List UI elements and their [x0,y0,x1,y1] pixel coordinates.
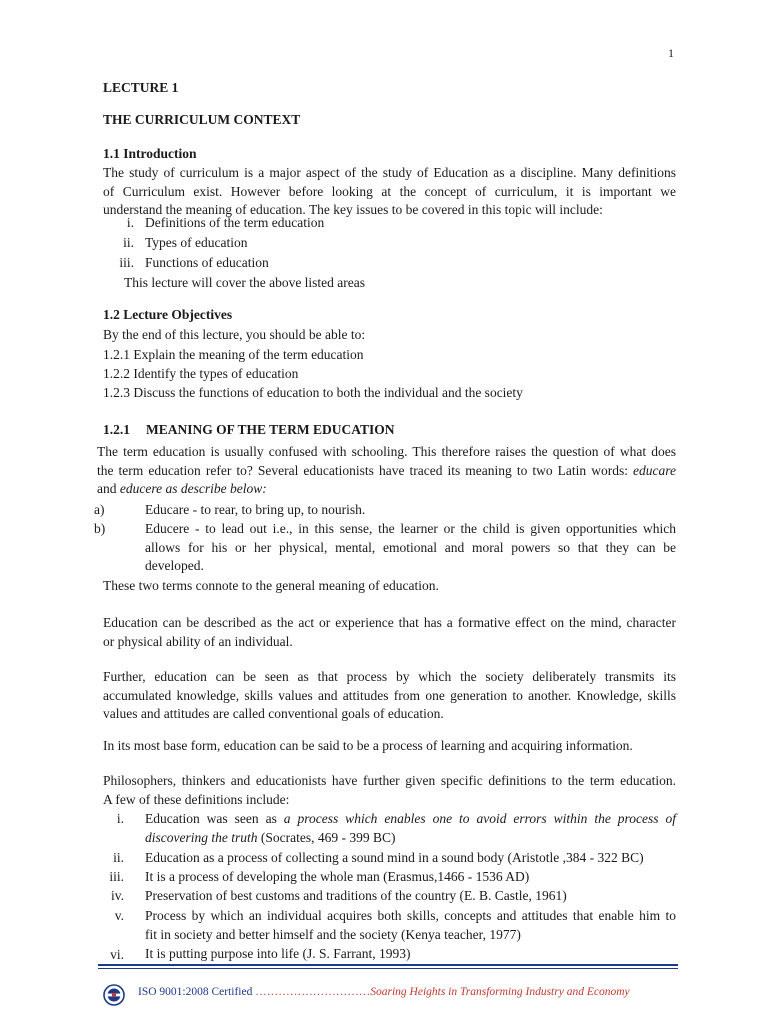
text-line: Education can be described as the act or experience that has a formative effect on the mind, character [103,615,676,630]
intro-heading: 1.1 Introduction [103,146,197,161]
list-marker: v. [114,908,124,923]
objective-item: 1.2.1 Explain the meaning of the term education [103,347,364,362]
definition-item [145,810,676,847]
objectives-lead: By the end of this lecture, you should be able to: [103,327,366,342]
text-line: accumulated knowledge, skills values and attitudes from one generation to another. Knowledge, skills [103,687,676,703]
list-marker: iii. [119,255,134,270]
meaning-heading: MEANING OF THE TERM EDUCATION [146,422,395,437]
list-item: Functions of education [145,255,269,270]
list-marker: iii. [109,869,124,884]
text-line [97,480,676,499]
text-run: Education was seen as [145,811,284,826]
text-run: and [97,481,120,496]
intro-paragraph [103,164,676,220]
text-line: The term education is usually confused with schooling. This therefore raises the question of what does [97,444,676,459]
list-item: Definitions of the term education [145,215,325,230]
text-line: Educere - to lead out i.e., in this sense, the learner or the child is given opportunities which [145,521,676,536]
text-line: or physical ability of an individual. [103,633,293,649]
definition-item: It is putting purpose into life (J. S. Farrant, 1993) [145,946,411,961]
lecture-title: LECTURE 1 [103,80,179,95]
text-line: Philosophers, thinkers and educationists have further given specific definitions to the term education. [103,773,676,788]
intro-line: The study of curriculum is a major aspect of the study of Education as a discipline. Many definitions [103,165,676,180]
text-run: the term education refer to? Several educationists have traced its meaning to two Latin words: [97,462,634,478]
list-marker: b) [94,521,106,536]
text-line: allows for his or her physical, mental, emotional and moral powers so that they can be [145,539,676,555]
list-item: Types of education [145,235,248,250]
text-line: values and attitudes are called conventional goals of education. [103,706,444,721]
iso-certification: ISO 9001:2008 Certified [138,986,253,998]
text-line: developed. [145,558,204,573]
meaning-paragraph-1 [97,443,676,499]
text-line [145,810,676,829]
list-marker: a) [94,502,105,517]
lecture-subtitle: THE CURRICULUM CONTEXT [103,112,301,127]
latin-term: educare [633,462,676,478]
list-marker: i. [116,811,124,826]
footer-rule [98,964,678,966]
meaning-paragraph-4 [103,668,676,724]
italic-run: discovering the truth [145,829,258,845]
list-item [145,520,676,576]
intro-closing: This lecture will cover the above listed areas [124,275,366,290]
meaning-paragraph-2: These two terms connote to the general meaning of education. [103,578,439,593]
objectives-heading: 1.2 Lecture Objectives [103,307,233,322]
objective-item: 1.2.2 Identify the types of education [103,366,299,381]
footer-dots: ………………………… [255,986,371,998]
text-line [145,829,676,848]
list-marker: i. [126,215,134,230]
definition-item: Education as a process of collecting a sound mind in a sound body (Aristotle ,384 - 322 BC) [145,850,644,865]
list-marker: iv. [111,888,124,903]
intro-line: of Curriculum exist. However before looking at the concept of curriculum, it is important we [103,183,676,199]
definition-item: Preservation of best customs and traditions of the country (E. B. Castle, 1961) [145,888,567,903]
meaning-paragraph-3 [103,614,676,651]
definition-item: It is a process of developing the whole man (Erasmus,1466 - 1536 AD) [145,869,530,884]
italic-run: a process which enables one to avoid errors within the process of [283,811,676,826]
list-marker: vi. [110,947,124,962]
text-line: fit in society and better himself and the society (Kenya teacher, 1977) [145,926,521,942]
footer-slogan: Soaring Heights in Transforming Industry and Economy [370,986,630,998]
page-number: 1 [668,46,674,60]
text-line: Process by which an individual acquires both skills, concepts and attitudes that enable him to [145,908,676,923]
intro-line: understand the meaning of education. The key issues to be covered in this topic will include: [103,202,603,217]
meaning-paragraph-6 [103,772,676,809]
meaning-heading-number: 1.2.1 [103,422,130,437]
list-marker: ii. [123,235,134,250]
footer-rule [98,968,678,969]
institution-logo-icon [103,984,125,1006]
footer-text [138,986,630,998]
definition-item [145,907,676,944]
meaning-paragraph-5: In its most base form, education can be said to be a process of learning and acquiring information. [103,738,633,753]
list-marker: ii. [113,850,124,865]
text-line [97,462,676,481]
objective-item: 1.2.3 Discuss the functions of education to both the individual and the society [103,385,523,400]
text-line: A few of these definitions include: [103,791,290,807]
latin-term: educere as describe below: [119,481,267,496]
list-item: Educare - to rear, to bring up, to nourish. [145,502,366,517]
text-line: Further, education can be seen as that process by which the society deliberately transmits its [103,669,676,684]
text-run: (Socrates, 469 - 399 BC) [257,829,396,845]
